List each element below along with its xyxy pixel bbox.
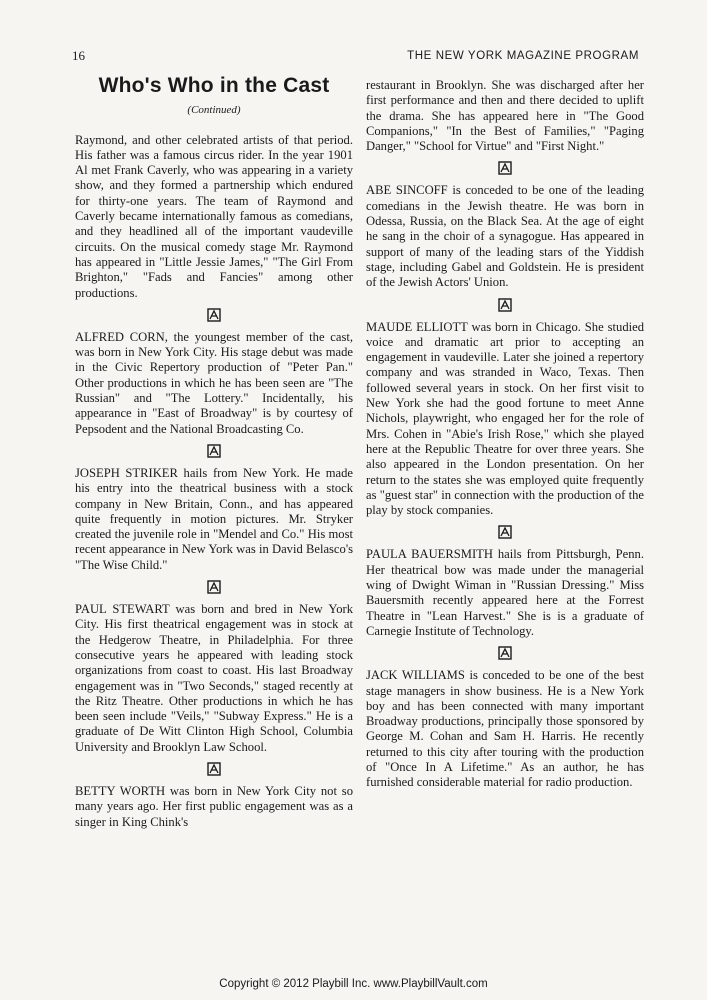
ornament-icon xyxy=(207,580,221,594)
ornament-icon xyxy=(207,308,221,322)
page-number: 16 xyxy=(72,48,85,63)
bio-paragraph: JACK WILLIAMS is conceded to be one of the best stage managers in show business. He is a New York boy and has been connected with many important Broadway productions, principally those sponsored by George M. Cohan and Sam H. Harris. He recently returned to this city after touring with the production of "Once In A Lifetime." As an author, he has furnished considerable material for radio production. xyxy=(366,668,644,790)
bio-paragraph: ABE SINCOFF is conceded to be one of the leading comedians in the Jewish theatre. He was born in Odessa, Russia, on the Black Sea. At the age of eight he sang in the choir of a synagogue. Has appeared in support of many of the leading stars of the Yiddish stage, including Gabel and Goldstein. He is president of the Jewish Actors' Union. xyxy=(366,183,644,290)
bio-paragraph: BETTY WORTH was born in New York City not so many years ago. Her first public engagement was as a singer in King Chink's xyxy=(75,783,353,829)
continued-note: (Continued) xyxy=(187,104,241,117)
bio-paragraph: PAUL STEWART was born and bred in New York City. His first theatrical engagement was in stock at the Hedgerow Theatre, in Philadelphia. For three consecutive years he appeared with leading stock organizations from coast to coast. His last Broadway engagement was in "Two Seconds," staged recently at the Ritz Theatre. Other productions in which he has been seen include "Veils," "Subway Express." He is a graduate of De Witt Clinton High School, Columbia University and Brooklyn Law School. xyxy=(75,602,353,754)
ornament-icon xyxy=(498,298,512,312)
bio-paragraph: MAUDE ELLIOTT was born in Chicago. She studied voice and dramatic art prior to accepting an engagement in vaudeville. Later she joined a repertory company and was stranded in Waco, Texas. Then followed several years in stock. On her first visit to New York she had the good fortune to meet Anne Nichols, playwright, who engaged her for the role of Mrs. Cohen in "Abie's Irish Rose," which she played here at the Republic Theatre for over three years. She also appeared in the London presentation. On her return to the states she was employed quite frequently as "guest star" in connection with the production of the play by stock companies. xyxy=(366,319,644,518)
ornament-icon xyxy=(207,762,221,776)
left-column xyxy=(75,74,353,830)
ornament-icon xyxy=(498,646,512,660)
ornament-icon xyxy=(498,525,512,539)
bio-paragraph: restaurant in Brooklyn. She was discharged after her first performance and then and there decided to uplift the drama. She has appeared here in "The Good Companions," "In the Best of Families," "Paging Danger," "School for Virtue" and "First Night." xyxy=(366,78,644,154)
bio-paragraph: JOSEPH STRIKER hails from New York. He made his entry into the theatrical business with a stock company in New Britain, Conn., and has appeared quite frequently in motion pictures. Mr. Stryker created the juvenile role in "Mendel and Co." His most recent appearance in New York was in David Belasco's "The Wise Child." xyxy=(75,465,353,572)
article-title: Who's Who in the Cast xyxy=(98,74,330,97)
bio-paragraph: PAULA BAUERSMITH hails from Pittsburgh, Penn. Her theatrical bow was made under the managerial wing of Dwight Wiman in "Russian Dressing." Miss Bauersmith recently appeared here at the Forrest Theatre in "Lean Harvest." She is is a graduate of Carnegie Institute of Technology. xyxy=(366,547,644,638)
bio-paragraph: Raymond, and other celebrated artists of that period. His father was a famous circus rider. In the year 1901 Al met Frank Caverly, who was appearing in a variety show, and they formed a partnership which endured for thirty-one years. The team of Raymond and Caverly became internationally famous as comedians, and they headlined all of the important vaudeville circuits. On the musical comedy stage Mr. Raymond has appeared in "Little Jessie James," "The Girl From Brighton," "Fads and Fancies" among other productions. xyxy=(75,132,353,300)
right-column xyxy=(366,78,644,791)
bio-paragraph: ALFRED CORN, the youngest member of the cast, was born in New York City. His stage debut was made in the Civic Repertory production of "Peter Pan." Other productions in which he has been seen are "The Russian" and "The Lottery." Incidentally, his appearance in "East of Broadway" is by courtesy of Pepsodent and the National Broadcasting Co. xyxy=(75,329,353,436)
ornament-icon xyxy=(207,444,221,458)
ornament-icon xyxy=(498,161,512,175)
copyright-footer: Copyright © 2012 Playbill Inc. www.PlaybillVault.com xyxy=(219,978,488,990)
running-head: THE NEW YORK MAGAZINE PROGRAM xyxy=(407,50,639,62)
